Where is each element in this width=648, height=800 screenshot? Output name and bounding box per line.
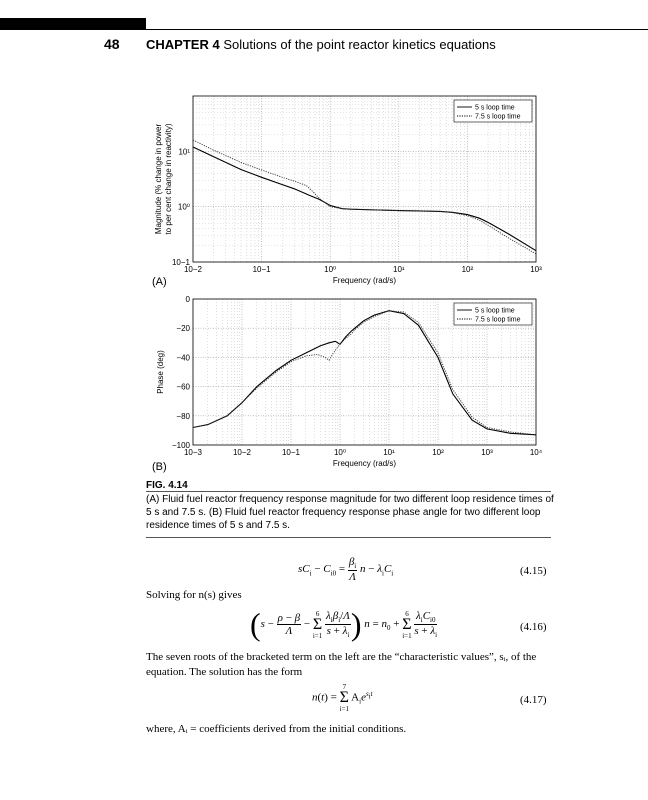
panel-b-y-tick-label: −60	[176, 382, 190, 392]
panel-a-y-tick-label: 10¹	[178, 147, 190, 157]
panel-b-x-axis-label: Frequency (rad/s)	[332, 459, 397, 468]
panel-a-label: (A)	[152, 276, 167, 288]
caption-rule-bottom	[146, 537, 551, 538]
figure-caption: (A) Fluid fuel reactor frequency response magnitude for two different loop residence times of 5 s and 7.5 s. (B) Fluid fuel reactor frequency response phase angle for two different loop residence times of 5 s and 7.5 s.	[146, 494, 554, 531]
panel-b-x-tick-label: 10−1	[281, 448, 301, 457]
panel-a-x-tick-label: 10⁰	[324, 265, 337, 274]
panel-b-x-tick-label: 10¹	[383, 448, 395, 457]
panel-b-x-tick-label: 10−2	[232, 448, 252, 457]
panel-b-legend-label: 7.5 s loop time	[475, 316, 521, 324]
solving-text: Solving for n(s) gives	[146, 589, 242, 601]
panel-b-x-tick-label: 10−3	[183, 448, 203, 457]
panel-a-x-tick-label: 10³	[530, 265, 542, 274]
chapter-label: CHAPTER 4	[146, 37, 220, 52]
panel-a-x-tick-label: 10²	[461, 265, 474, 274]
chapter-title: Solutions of the point reactor kinetics equations	[223, 37, 496, 52]
panel-a-legend-label: 7.5 s loop time	[475, 113, 521, 121]
panel-a-x-tick-label: 10¹	[393, 265, 405, 274]
panel-b-y-tick-label: 0	[185, 295, 190, 304]
equation-number-4-16: (4.16)	[520, 621, 547, 633]
panel-b-y-tick-label: −80	[176, 411, 190, 421]
panel-b-y-tick-label: −100	[171, 441, 190, 450]
panel-b-legend-label: 5 s loop time	[475, 307, 515, 315]
equation-4-15: $sC_i - C_{i0}$ = $\frac{\beta_i}{\Lambda}$ $n - \lambda_iC_i$	[298, 556, 394, 584]
panel-b-x-tick-label: 10⁰	[333, 448, 347, 457]
roots-paragraph: The seven roots of the bracketed term on the left are the “characteristic values”, sᵢ, of the equation. The solution has the form	[146, 651, 537, 678]
panel-b-x-tick-label: 10⁴	[529, 448, 543, 457]
page-number: 48	[104, 36, 120, 52]
equation-4-16: (s − $\frac{\rho - \beta}{\Lambda}$ − 6 Σ i=1 $\frac{\lambda_i\beta_i/\Lambda}{s + \lambda_i}$ ) $n = n_0$ + 6 Σ i=1 $\frac{\lambda_iC_{i0}}{s + \lambda_i}$	[250, 606, 438, 642]
panel-b-label: (B)	[152, 461, 167, 473]
panel-a-x-tick-label: 10−1	[252, 265, 271, 274]
panel-b-x-tick-label: 10²	[432, 448, 444, 457]
panel-a-y-axis-label-line2: to per cent change in reactivity)	[164, 123, 173, 235]
figure-number: FIG. 4.14	[146, 480, 188, 491]
panel-a-x-tick-label: 10−2	[183, 265, 203, 274]
panel-b-x-tick-label: 10³	[481, 448, 493, 457]
panel-a-y-tick-label: 10−1	[171, 258, 190, 267]
equation-4-17: n(t) = 7 Σ i=1 $A_ie^{s_it}$	[312, 683, 373, 713]
panel-b-y-tick-label: −20	[176, 324, 190, 334]
panel-a-series-line-0	[193, 147, 536, 251]
panel-a-y-tick-label: 10⁰	[177, 202, 190, 212]
panel-b-y-axis-label: Phase (deg)	[156, 350, 165, 394]
panel-a-series-line-1	[193, 140, 536, 254]
caption-rule-top	[146, 491, 551, 492]
panel-b-y-tick-label: −40	[176, 353, 190, 363]
equation-number-4-17: (4.17)	[520, 694, 547, 706]
panel-a-y-axis-label-line1: Magnitude (% change in power	[154, 123, 163, 235]
where-text: where, Aᵢ = coefficients derived from the initial conditions.	[146, 723, 407, 735]
panel-a-x-axis-label: Frequency (rad/s)	[332, 276, 397, 285]
panel-a-legend-label: 5 s loop time	[475, 104, 515, 112]
equation-number-4-15: (4.15)	[520, 565, 547, 577]
